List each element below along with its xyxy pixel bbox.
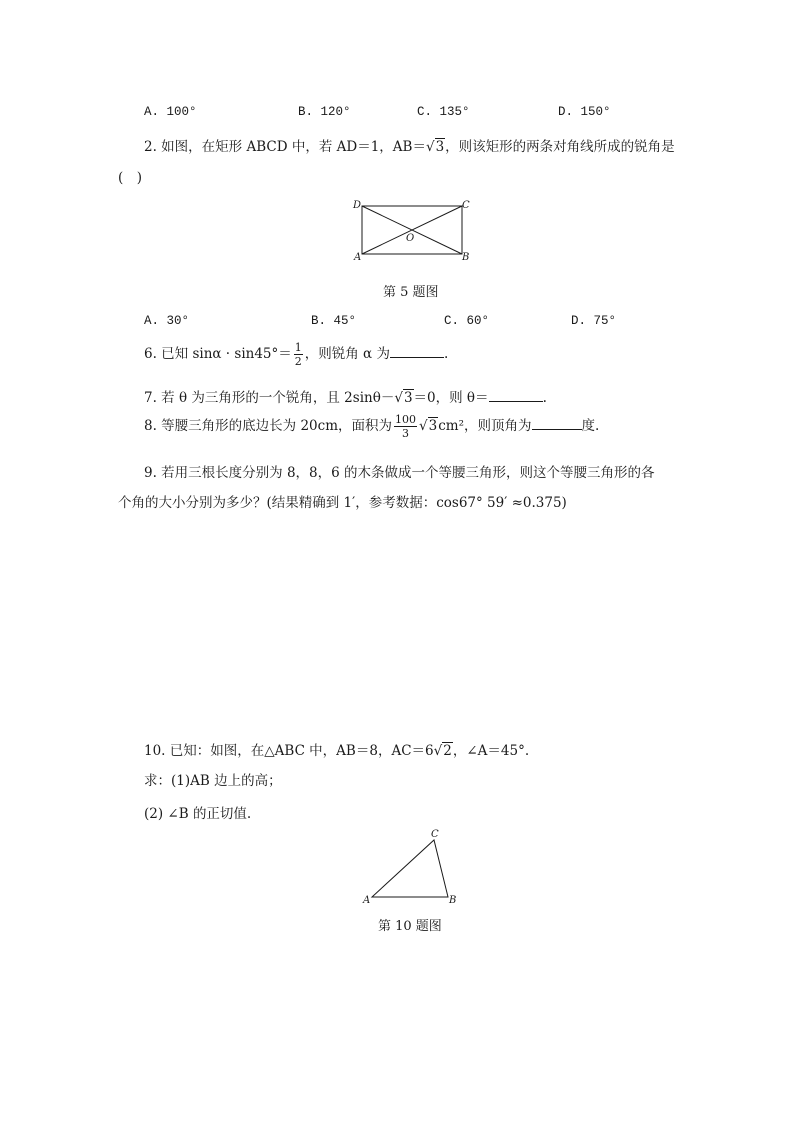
q2-text-a: 2. 如图，在矩形 ABCD 中，若 AD＝1，AB＝ [144, 139, 426, 155]
q1-option-c: C. 135° [417, 105, 470, 119]
q8-text-b: cm²，则顶角为 [438, 418, 532, 434]
q2-text-b: ，则该矩形的两条对角线所成的锐角是 [445, 139, 675, 155]
q8-blank[interactable] [532, 417, 582, 430]
label-o: O [406, 233, 415, 244]
q7 [144, 386, 547, 406]
q7-text-b: ＝0，则 θ＝ [413, 390, 489, 406]
q1-option-a: A. 100° [144, 105, 197, 119]
figure-10-caption: 第 10 题图 [378, 919, 442, 934]
q10-text-a: 10. 已知：如图，在△ABC 中，AB＝8，AC＝6 [144, 743, 434, 759]
q8-text-a: 8. 等腰三角形的底边长为 20cm，面积为 [144, 418, 393, 434]
q6-num: 1 [294, 341, 302, 354]
q2-stem [144, 135, 675, 155]
q2-option-d: D. 75° [571, 314, 617, 328]
q8-end: 度. [581, 418, 600, 434]
label-b: B [462, 252, 470, 262]
label-b: B [449, 895, 457, 906]
figure-5-caption: 第 5 题图 [383, 285, 439, 300]
q6-end: . [443, 346, 449, 362]
q1-option-b: B. 120° [298, 105, 351, 119]
q2-sqrt: √3 [425, 139, 445, 155]
q9-line-1: 9. 若用三根长度分别为 8，8，6 的木条做成一个等腰三角形，则这个等腰三角形的各 [144, 465, 655, 481]
q10-sub-1: 求：(1)AB 边上的高； [144, 773, 282, 789]
q2-option-c: C. 60° [444, 314, 490, 328]
q6 [144, 342, 448, 367]
q2-option-b: B. 45° [311, 314, 357, 328]
q8-num: 100 [395, 413, 417, 426]
rectangle-figure [350, 196, 478, 262]
label-a: A [354, 252, 362, 262]
label-a: A [363, 895, 371, 906]
q7-text-a: 7. 若 θ 为三角形的一个锐角，且 2sinθ－ [144, 390, 395, 406]
q8-sqrt: √3 [419, 418, 438, 434]
q6-den: 2 [294, 355, 302, 368]
q8-den: 3 [402, 427, 410, 440]
q10-sqrt: √2 [433, 743, 452, 759]
label-c: C [462, 200, 470, 211]
q8-root: 3 [428, 418, 438, 434]
q8-fraction [394, 414, 417, 439]
q10-root: 2 [443, 743, 452, 759]
q2-answer-paren: ( ) [118, 170, 143, 186]
q9-line-2: 个角的大小分别为多少？(结果精确到 1′，参考数据：cos67° 59′ ≈0.375) [118, 495, 567, 511]
label-c: C [431, 829, 439, 840]
q10-stem [144, 739, 529, 759]
q10-sub-2: (2) ∠B 的正切值. [144, 806, 252, 822]
q2-root: 3 [435, 139, 445, 155]
q1-option-d: D. 150° [558, 105, 611, 119]
q6-blank[interactable] [390, 345, 444, 358]
q10-text-b: ，∠A＝45°. [452, 743, 530, 759]
label-d: D [353, 200, 362, 211]
q7-end: . [542, 390, 547, 406]
triangle-figure [360, 825, 464, 907]
q6-text-b: ，则锐角 α 为 [304, 346, 390, 362]
q7-sqrt: √3 [394, 390, 413, 406]
q7-blank[interactable] [489, 389, 543, 402]
q2-option-a: A. 30° [144, 314, 190, 328]
q7-root: 3 [403, 390, 413, 406]
q8 [144, 414, 599, 439]
q6-fraction [294, 342, 303, 367]
q6-text-a: 6. 已知 sinα · sin45°＝ [144, 346, 292, 362]
